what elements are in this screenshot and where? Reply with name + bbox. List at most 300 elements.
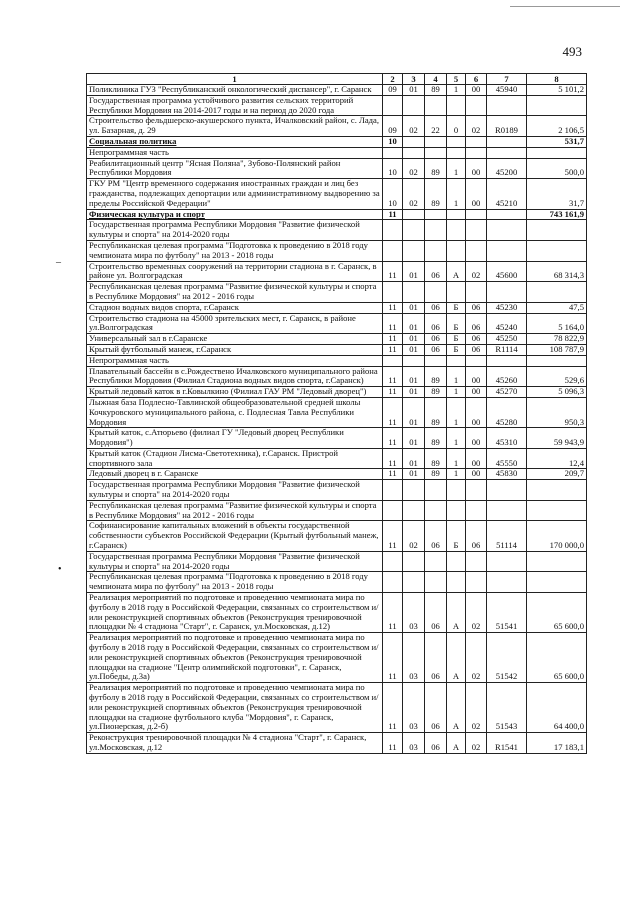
column-header-7: 7: [487, 74, 527, 85]
cell-amount: 950,3: [527, 397, 587, 427]
row-name: Плавательный бассейн в с.Рождествено Ичалковского муниципального района Республики Мордовия (Филиал Стадиона водных видов спорта, г.Саранск): [87, 366, 383, 387]
cell-amount: 47,5: [527, 302, 587, 313]
cell-measure: [466, 551, 487, 572]
cell-subprogram: [447, 147, 466, 158]
margin-dot-mark: •: [58, 564, 62, 575]
table-row: [87, 572, 587, 593]
cell-measure: 00: [466, 158, 487, 179]
cell-measure: [466, 572, 487, 593]
cell-measure: 00: [466, 179, 487, 209]
cell-subsection: 01: [403, 366, 425, 387]
row-name: Строительство стадиона на 45000 зрительских мест, г. Саранск, в районе ул.Волгоградская: [87, 313, 383, 334]
cell-subsection: [403, 551, 425, 572]
cell-subprogram: [447, 480, 466, 501]
cell-program: [425, 95, 447, 116]
table-row: [87, 500, 587, 521]
cell-program: [425, 136, 447, 147]
table-row: [87, 480, 587, 501]
table-row: [87, 448, 587, 469]
cell-measure: 02: [466, 261, 487, 282]
cell-subsection: 01: [403, 397, 425, 427]
cell-measure: [466, 282, 487, 303]
column-header-4: 4: [425, 74, 447, 85]
cell-subsection: 03: [403, 633, 425, 683]
row-name: Реализация мероприятий по подготовке и проведению чемпионата мира по футболу в 2018 году в Российской Федерации, связанных со строительством и/или реконструкцией спортивных объектов (Реконструкция тренировочной площадки на стадионе футбольного клуба "Мордовия", г. Саранск, ул.Пионерская, д.2-б): [87, 683, 383, 733]
cell-amount: 531,7: [527, 136, 587, 147]
cell-subprogram: [447, 500, 466, 521]
table-row: [87, 387, 587, 398]
cell-program: 89: [425, 366, 447, 387]
cell-measure: 02: [466, 116, 487, 137]
cell-section: 11: [383, 633, 403, 683]
cell-section: 11: [383, 344, 403, 355]
column-header-1: 1: [87, 74, 383, 85]
cell-subprogram: 0: [447, 116, 466, 137]
table-header-row: [87, 74, 587, 85]
cell-code: 51541: [487, 593, 527, 633]
cell-subprogram: Б: [447, 521, 466, 551]
cell-code: 45550: [487, 448, 527, 469]
cell-measure: 00: [466, 387, 487, 398]
cell-subprogram: [447, 551, 466, 572]
cell-subsection: 01: [403, 313, 425, 334]
cell-code: [487, 551, 527, 572]
table-row: [87, 313, 587, 334]
cell-code: 45250: [487, 334, 527, 345]
cell-section: [383, 220, 403, 241]
table-row: [87, 220, 587, 241]
table-row: [87, 240, 587, 261]
cell-measure: 00: [466, 469, 487, 480]
cell-section: 10: [383, 158, 403, 179]
cell-amount: [527, 355, 587, 366]
cell-section: [383, 240, 403, 261]
cell-program: 22: [425, 116, 447, 137]
cell-measure: [466, 147, 487, 158]
cell-subsection: 01: [403, 428, 425, 449]
cell-program: [425, 500, 447, 521]
cell-subprogram: Б: [447, 334, 466, 345]
row-name: Крытый футбольный манеж, г.Саранск: [87, 344, 383, 355]
table-row: [87, 521, 587, 551]
cell-section: [383, 355, 403, 366]
cell-subprogram: [447, 355, 466, 366]
cell-subprogram: 1: [447, 428, 466, 449]
cell-subsection: 01: [403, 469, 425, 480]
table-row: [87, 261, 587, 282]
cell-measure: 00: [466, 397, 487, 427]
cell-subsection: [403, 147, 425, 158]
cell-subsection: 02: [403, 116, 425, 137]
table-row: [87, 302, 587, 313]
cell-program: 06: [425, 302, 447, 313]
cell-subprogram: 1: [447, 158, 466, 179]
row-name: Поликлиника ГУЗ "Республиканский онкологический диспансер", г. Саранск: [87, 85, 383, 96]
cell-subsection: 02: [403, 158, 425, 179]
cell-code: 45280: [487, 397, 527, 427]
cell-code: 45270: [487, 387, 527, 398]
cell-program: 89: [425, 387, 447, 398]
row-name: Софинансирование капитальных вложений в объекты государственной собственности субъектов Российской Федерации (Крытый футбольный манеж, г.Саранск): [87, 521, 383, 551]
cell-code: 45210: [487, 179, 527, 209]
cell-subsection: 02: [403, 521, 425, 551]
cell-section: 11: [383, 387, 403, 398]
cell-code: 45200: [487, 158, 527, 179]
cell-subprogram: [447, 209, 466, 220]
cell-subsection: 01: [403, 448, 425, 469]
row-name: Реализация мероприятий по подготовке и проведению чемпионата мира по футболу в 2018 году в Российской Федерации, связанных со строительством и/или реконструкцией спортивных объектов (Реконструкция тренировочной площадки № 4 стадиона "Старт", г. Саранск, ул.Московская, д.12): [87, 593, 383, 633]
cell-program: 89: [425, 428, 447, 449]
row-name: Реабилитационный центр "Ясная Поляна", Зубово-Полянский район Республики Мордовия: [87, 158, 383, 179]
cell-code: [487, 136, 527, 147]
cell-measure: 00: [466, 428, 487, 449]
cell-code: 45600: [487, 261, 527, 282]
cell-subprogram: [447, 136, 466, 147]
cell-amount: [527, 282, 587, 303]
cell-subsection: 01: [403, 387, 425, 398]
cell-measure: [466, 220, 487, 241]
cell-section: 09: [383, 116, 403, 137]
cell-section: 11: [383, 313, 403, 334]
cell-subprogram: 1: [447, 179, 466, 209]
cell-measure: [466, 136, 487, 147]
cell-subsection: 03: [403, 683, 425, 733]
cell-amount: 500,0: [527, 158, 587, 179]
cell-program: 06: [425, 683, 447, 733]
cell-amount: 17 183,1: [527, 733, 587, 754]
table-row: [87, 633, 587, 683]
table-row: [87, 551, 587, 572]
cell-code: [487, 220, 527, 241]
cell-subsection: 01: [403, 261, 425, 282]
cell-amount: [527, 572, 587, 593]
cell-amount: 529,6: [527, 366, 587, 387]
cell-program: [425, 355, 447, 366]
cell-subsection: 02: [403, 179, 425, 209]
row-name: Строительство временных сооружений на территории стадиона в г. Саранск, в районе ул. Волгоградская: [87, 261, 383, 282]
table-row: [87, 355, 587, 366]
column-header-2: 2: [383, 74, 403, 85]
cell-program: 89: [425, 179, 447, 209]
cell-section: [383, 95, 403, 116]
cell-section: 09: [383, 85, 403, 96]
row-name: Ледовый дворец в г. Саранске: [87, 469, 383, 480]
cell-subsection: [403, 572, 425, 593]
cell-program: [425, 480, 447, 501]
cell-code: 45240: [487, 313, 527, 334]
cell-measure: [466, 480, 487, 501]
cell-section: 11: [383, 302, 403, 313]
column-header-6: 6: [466, 74, 487, 85]
row-name: ГКУ РМ "Центр временного содержания иностранных граждан и лиц без гражданства, подлежащих депортации или административному выдворению за пределы Российской Федерации": [87, 179, 383, 209]
cell-section: 11: [383, 397, 403, 427]
table-row: [87, 116, 587, 137]
row-name: Физическая культура и спорт: [87, 209, 383, 220]
cell-subsection: [403, 220, 425, 241]
cell-code: [487, 95, 527, 116]
cell-code: 51114: [487, 521, 527, 551]
cell-program: [425, 572, 447, 593]
cell-section: [383, 551, 403, 572]
row-name: Непрограммная часть: [87, 355, 383, 366]
cell-code: 45940: [487, 85, 527, 96]
cell-measure: 06: [466, 344, 487, 355]
cell-section: 11: [383, 469, 403, 480]
cell-subprogram: [447, 240, 466, 261]
cell-section: 11: [383, 683, 403, 733]
cell-section: 10: [383, 179, 403, 209]
cell-amount: 31,7: [527, 179, 587, 209]
table-row: [87, 158, 587, 179]
cell-section: 11: [383, 209, 403, 220]
cell-code: [487, 147, 527, 158]
cell-program: 06: [425, 733, 447, 754]
cell-code: [487, 355, 527, 366]
cell-measure: 06: [466, 334, 487, 345]
cell-amount: 5 164,0: [527, 313, 587, 334]
table-row: [87, 334, 587, 345]
cell-section: 11: [383, 261, 403, 282]
row-name: Универсальный зал в г.Саранске: [87, 334, 383, 345]
cell-code: 51542: [487, 633, 527, 683]
row-name: Республиканская целевая программа "Развитие физической культуры и спорта в Республике Мордовия" на 2012 - 2016 годы: [87, 282, 383, 303]
row-name: Государственная программа устойчивого развития сельских территорий Республики Мордовия на 2014-2017 годы и на период до 2020 года: [87, 95, 383, 116]
budget-table: [86, 73, 587, 754]
table-row: [87, 733, 587, 754]
cell-section: 11: [383, 334, 403, 345]
table-row: [87, 282, 587, 303]
cell-program: 06: [425, 593, 447, 633]
cell-amount: 108 787,9: [527, 344, 587, 355]
cell-measure: 02: [466, 593, 487, 633]
cell-subsection: [403, 480, 425, 501]
cell-amount: 5 101,2: [527, 85, 587, 96]
page-number: 493: [562, 44, 582, 59]
cell-code: 45310: [487, 428, 527, 449]
cell-section: 11: [383, 366, 403, 387]
row-name: Республиканская целевая программа "Подготовка к проведению в 2018 году чемпионата мира по футболу" на 2013 - 2018 годы: [87, 240, 383, 261]
cell-code: [487, 209, 527, 220]
cell-subprogram: А: [447, 683, 466, 733]
table-row: [87, 147, 587, 158]
cell-section: 11: [383, 428, 403, 449]
cell-amount: [527, 500, 587, 521]
cell-code: [487, 282, 527, 303]
cell-program: 06: [425, 344, 447, 355]
cell-subsection: 03: [403, 593, 425, 633]
cell-subprogram: 1: [447, 85, 466, 96]
cell-code: R0189: [487, 116, 527, 137]
table-row: [87, 683, 587, 733]
cell-program: 89: [425, 469, 447, 480]
column-header-5: 5: [447, 74, 466, 85]
cell-amount: 68 314,3: [527, 261, 587, 282]
row-name: Реализация мероприятий по подготовке и проведению чемпионата мира по футболу в 2018 году в Российской Федерации, связанных со строительством и/или реконструкцией спортивных объектов (Реконструкция тренировочной площадки на стадионе "Центр олимпийской подготовки", г. Саранск, ул.Победы, д.3а): [87, 633, 383, 683]
table-row: [87, 366, 587, 387]
cell-program: [425, 209, 447, 220]
cell-subsection: [403, 136, 425, 147]
cell-subprogram: Б: [447, 302, 466, 313]
row-name: Республиканская целевая программа "Развитие физической культуры и спорта в Республике Мордовия" на 2012 - 2016 годы: [87, 500, 383, 521]
cell-amount: 59 943,9: [527, 428, 587, 449]
cell-subprogram: Б: [447, 344, 466, 355]
cell-section: 11: [383, 593, 403, 633]
cell-amount: [527, 551, 587, 572]
cell-amount: 64 400,0: [527, 683, 587, 733]
cell-measure: 02: [466, 683, 487, 733]
cell-subsection: 01: [403, 302, 425, 313]
cell-program: [425, 147, 447, 158]
cell-measure: [466, 209, 487, 220]
cell-amount: 78 822,9: [527, 334, 587, 345]
cell-section: [383, 282, 403, 303]
cell-code: 45230: [487, 302, 527, 313]
cell-subprogram: Б: [447, 313, 466, 334]
cell-amount: 209,7: [527, 469, 587, 480]
row-name: Государственная программа Республики Мордовия "Развитие физической культуры и спорта" на 2014-2020 годы: [87, 551, 383, 572]
cell-program: [425, 220, 447, 241]
cell-code: [487, 500, 527, 521]
cell-program: 06: [425, 334, 447, 345]
cell-program: [425, 282, 447, 303]
cell-program: 06: [425, 521, 447, 551]
cell-subprogram: [447, 95, 466, 116]
table-row: [87, 469, 587, 480]
row-name: Республиканская целевая программа "Подготовка к проведению в 2018 году чемпионата мира по футболу" на 2013 - 2018 годы: [87, 572, 383, 593]
cell-section: [383, 480, 403, 501]
cell-measure: 06: [466, 313, 487, 334]
cell-code: R1541: [487, 733, 527, 754]
cell-section: 11: [383, 521, 403, 551]
cell-program: 06: [425, 633, 447, 683]
cell-subprogram: 1: [447, 387, 466, 398]
column-header-8: 8: [527, 74, 587, 85]
row-name: Социальная политика: [87, 136, 383, 147]
cell-section: [383, 500, 403, 521]
cell-code: 45260: [487, 366, 527, 387]
cell-section: [383, 572, 403, 593]
cell-subsection: [403, 240, 425, 261]
cell-code: [487, 240, 527, 261]
cell-amount: [527, 220, 587, 241]
cell-amount: 5 096,3: [527, 387, 587, 398]
cell-subsection: [403, 95, 425, 116]
cell-amount: 2 106,5: [527, 116, 587, 137]
cell-program: [425, 240, 447, 261]
cell-subsection: [403, 500, 425, 521]
cell-code: 51543: [487, 683, 527, 733]
cell-subprogram: А: [447, 633, 466, 683]
cell-subprogram: 1: [447, 397, 466, 427]
cell-section: [383, 147, 403, 158]
cell-subsection: 01: [403, 334, 425, 345]
cell-measure: 06: [466, 521, 487, 551]
table-row: [87, 209, 587, 220]
cell-measure: 00: [466, 448, 487, 469]
cell-program: 89: [425, 448, 447, 469]
cell-measure: 00: [466, 366, 487, 387]
cell-program: 06: [425, 313, 447, 334]
cell-program: 89: [425, 85, 447, 96]
cell-subsection: 03: [403, 733, 425, 754]
row-name: Реконструкция тренировочной площадки № 4 стадиона "Старт", г. Саранск, ул.Московская, д.12: [87, 733, 383, 754]
margin-dash-mark: –: [56, 257, 61, 268]
table-row: [87, 85, 587, 96]
row-name: Лыжная база Подлесно-Тавлинской общеобразовательной средней школы Кочкуровского муниципального района, с. Подлесная Тавла Республики Мордовия: [87, 397, 383, 427]
cell-section: 11: [383, 733, 403, 754]
row-name: Государственная программа Республики Мордовия "Развитие физической культуры и спорта" на 2014-2020 годы: [87, 220, 383, 241]
cell-program: 89: [425, 158, 447, 179]
row-name: Государственная программа Республики Мордовия "Развитие физической культуры и спорта" на 2014-2020 годы: [87, 480, 383, 501]
row-name: Крытый каток (Стадион Лисма-Светотехника), г.Саранск. Пристрой спортивного зала: [87, 448, 383, 469]
cell-measure: 02: [466, 633, 487, 683]
cell-measure: [466, 355, 487, 366]
table-body: [87, 85, 587, 754]
cell-program: 06: [425, 261, 447, 282]
cell-code: [487, 572, 527, 593]
cell-measure: 02: [466, 733, 487, 754]
row-name: Стадион водных видов спорта, г.Саранск: [87, 302, 383, 313]
table-row: [87, 428, 587, 449]
table-row: [87, 136, 587, 147]
cell-subprogram: [447, 282, 466, 303]
cell-subprogram: 1: [447, 448, 466, 469]
cell-subsection: [403, 282, 425, 303]
row-name: Крытый ледовый каток в г.Ковылкино (Филиал ГАУ РМ "Ледовый дворец"): [87, 387, 383, 398]
cell-subprogram: А: [447, 733, 466, 754]
cell-subprogram: [447, 220, 466, 241]
cell-amount: 170 000,0: [527, 521, 587, 551]
table-row: [87, 95, 587, 116]
cell-measure: [466, 95, 487, 116]
cell-measure: 00: [466, 85, 487, 96]
cell-subprogram: А: [447, 593, 466, 633]
cell-amount: 743 161,9: [527, 209, 587, 220]
cell-code: 45830: [487, 469, 527, 480]
cell-amount: [527, 480, 587, 501]
table-row: [87, 344, 587, 355]
cell-code: [487, 480, 527, 501]
cell-section: 11: [383, 448, 403, 469]
cell-measure: [466, 240, 487, 261]
table-row: [87, 179, 587, 209]
row-name: Крытый каток, с.Атюрьево (филиал ГУ "Ледовый дворец Республики Мордовия"): [87, 428, 383, 449]
cell-amount: 65 600,0: [527, 633, 587, 683]
cell-subsection: [403, 355, 425, 366]
table-row: [87, 397, 587, 427]
cell-program: 89: [425, 397, 447, 427]
cell-subsection: [403, 209, 425, 220]
cell-subprogram: 1: [447, 366, 466, 387]
cell-subprogram: [447, 572, 466, 593]
column-header-3: 3: [403, 74, 425, 85]
cell-subprogram: 1: [447, 469, 466, 480]
cell-section: 10: [383, 136, 403, 147]
cell-measure: [466, 500, 487, 521]
cell-measure: 06: [466, 302, 487, 313]
row-name: Строительство фельдшерско-акушерского пункта, Ичалковский район, с. Лада, ул. Базарная, д. 29: [87, 116, 383, 137]
cell-amount: [527, 95, 587, 116]
table-row: [87, 593, 587, 633]
cell-subprogram: А: [447, 261, 466, 282]
cell-program: [425, 551, 447, 572]
cell-subsection: 01: [403, 344, 425, 355]
cell-amount: 65 600,0: [527, 593, 587, 633]
cell-amount: [527, 147, 587, 158]
cell-code: R1114: [487, 344, 527, 355]
cell-amount: 12,4: [527, 448, 587, 469]
cell-amount: [527, 240, 587, 261]
